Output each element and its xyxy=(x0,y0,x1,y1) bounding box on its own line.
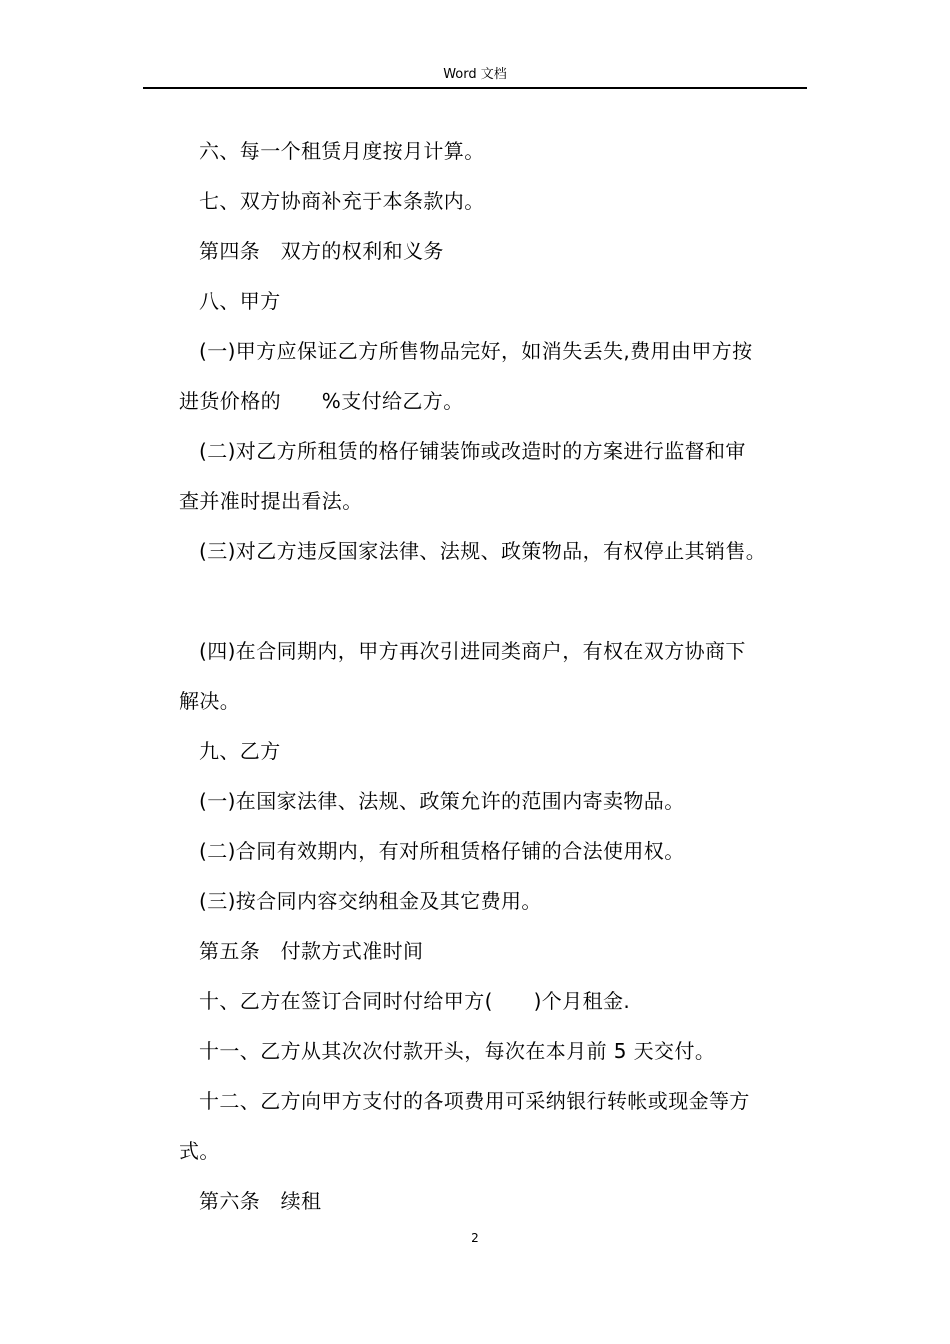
party-b-item-1: (一)在国家法律、法规、政策允许的范围内寄卖物品。 xyxy=(199,789,685,813)
article-six-heading: 第六条 续租 xyxy=(199,1189,322,1213)
party-a-item-2-line-1: (二)对乙方所租赁的格仔铺装饰或改造时的方案进行监督和审 xyxy=(199,439,746,463)
clause-twelve-line-1: 十二、乙方向甲方支付的各项费用可采纳银行转帐或现金等方 xyxy=(199,1089,750,1113)
party-a-item-2-line-2: 查并准时提出看法。 xyxy=(179,489,363,513)
party-a-item-4-line-1: (四)在合同期内，甲方再次引进同类商户，有权在双方协商下 xyxy=(199,639,746,663)
clause-eight-heading: 八、甲方 xyxy=(199,289,281,313)
party-a-item-4-line-2: 解决。 xyxy=(179,689,241,713)
header-divider xyxy=(143,87,807,89)
clause-seven: 七、双方协商补充于本条款内。 xyxy=(199,189,485,213)
document-header-title: Word 文档 xyxy=(443,67,507,82)
party-a-item-1-line-2: 进货价格的 %支付给乙方。 xyxy=(179,389,464,413)
document-body xyxy=(179,126,809,1226)
party-b-item-3: (三)按合同内容交纳租金及其它费用。 xyxy=(199,889,542,913)
article-five-heading: 第五条 付款方式准时间 xyxy=(199,939,424,963)
page-number: 2 xyxy=(471,1231,479,1245)
party-b-item-2: (二)合同有效期内，有对所租赁格仔铺的合法使用权。 xyxy=(199,839,685,863)
party-a-item-3: (三)对乙方违反国家法律、法规、政策物品，有权停止其销售。 xyxy=(199,539,767,563)
paragraph-gap xyxy=(179,576,809,626)
clause-eleven: 十一、乙方从其次次付款开头，每次在本月前 5 天交付。 xyxy=(199,1039,716,1063)
clause-ten: 十、乙方在签订合同时付给甲方( )个月租金. xyxy=(199,989,631,1013)
article-four-heading: 第四条 双方的权利和义务 xyxy=(199,239,444,263)
party-a-item-1-line-1: (一)甲方应保证乙方所售物品完好，如消失丢失,费用由甲方按 xyxy=(199,339,753,363)
clause-nine-heading: 九、乙方 xyxy=(199,739,281,763)
clause-twelve-line-2: 式。 xyxy=(179,1139,220,1163)
clause-six: 六、每一个租赁月度按月计算。 xyxy=(199,139,485,163)
